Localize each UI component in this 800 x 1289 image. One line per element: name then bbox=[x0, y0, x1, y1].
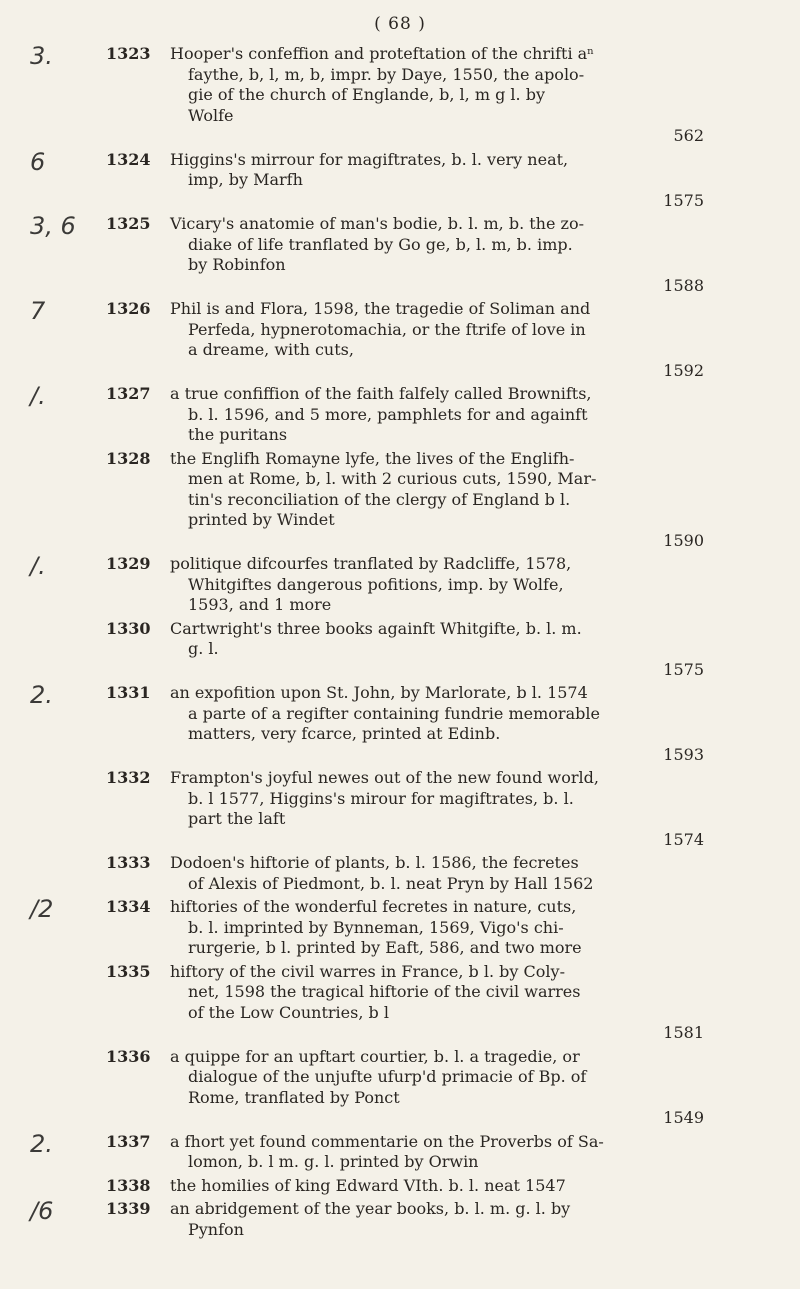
entry-line: the homilies of king Edward VIth. b. l. neat 1547 bbox=[170, 1175, 566, 1195]
entry-text bbox=[170, 619, 710, 681]
entry-line: the Englifh Romayne lyfe, the lives of the Englifh- bbox=[170, 448, 575, 468]
entry-text bbox=[170, 683, 710, 765]
entry-line: tin's reconciliation of the clergy of England b l. bbox=[188, 489, 571, 509]
lot-number: 1325 bbox=[106, 214, 151, 233]
entry-line: by Robinfon bbox=[188, 255, 286, 274]
entry-line: 1574 bbox=[663, 829, 704, 849]
entry-line: 1593, and 1 more bbox=[188, 595, 332, 614]
catalogue-entry bbox=[0, 619, 800, 681]
entry-line: 1593 bbox=[663, 744, 704, 764]
entry-text bbox=[170, 554, 710, 616]
catalogue-entry bbox=[0, 1047, 800, 1129]
entry-line: Higgins's mirrour for magiftrates, b. l. very neat, bbox=[170, 149, 569, 169]
entry-line: 1575 bbox=[663, 190, 704, 210]
catalogue-entry bbox=[0, 299, 800, 381]
entry-line: hiftories of the wonderful fecretes in nature, cuts, bbox=[170, 897, 577, 916]
catalogue-entry bbox=[0, 449, 800, 552]
entry-line: Cartwright's three books againft Whitgifte, b. l. m. bbox=[170, 618, 582, 638]
handwritten-mark: 6 bbox=[30, 147, 46, 176]
entry-line: of the Low Countries, b l bbox=[188, 1002, 389, 1022]
entry-line: Whitgiftes dangerous pofitions, imp. by Wolfe, bbox=[188, 574, 564, 594]
lot-number: 1324 bbox=[106, 149, 151, 169]
entry-line: a fhort yet found commentarie on the Proverbs of Sa- bbox=[170, 1131, 604, 1151]
catalogue-entry bbox=[0, 1176, 800, 1197]
entry-line: 1549 bbox=[663, 1108, 704, 1127]
entry-line: an expofition upon St. John, by Marlorate, b l. 1574 bbox=[170, 683, 588, 702]
entry-line: g. l. bbox=[188, 639, 219, 658]
lot-number: 1335 bbox=[106, 961, 151, 981]
handwritten-mark: /. bbox=[30, 552, 46, 580]
catalogue-entry bbox=[0, 1199, 800, 1240]
entry-text bbox=[170, 853, 710, 894]
handwritten-mark: /6 bbox=[30, 1197, 54, 1225]
handwritten-mark: 2. bbox=[30, 681, 53, 709]
entry-line: lomon, b. l m. g. l. printed by Orwin bbox=[188, 1152, 479, 1171]
entry-text bbox=[170, 1047, 710, 1129]
entry-line: Pynfon bbox=[188, 1219, 244, 1239]
entry-line: printed by Windet bbox=[188, 510, 335, 529]
catalogue-entry bbox=[0, 214, 800, 296]
lot-number: 1338 bbox=[106, 1175, 151, 1195]
handwritten-mark: 3, 6 bbox=[30, 212, 76, 240]
catalogue-entry bbox=[0, 384, 800, 446]
lot-number: 1336 bbox=[106, 1046, 151, 1066]
entry-line: an abridgement of the year books, b. l. m. g. l. by bbox=[170, 1199, 571, 1218]
entry-line: b. l. imprinted by Bynneman, 1569, Vigo's chi- bbox=[188, 917, 564, 937]
entry-text bbox=[170, 962, 710, 1044]
entry-line: a parte of a regifter containing fundrie memorable bbox=[188, 703, 600, 723]
entry-line: men at Rome, b, l. with 2 curious cuts, 1590, Mar- bbox=[188, 469, 597, 488]
entry-line: Phil is and Flora, 1598, the tragedie of Soliman and bbox=[170, 299, 591, 318]
page-number: ( 68 ) bbox=[374, 14, 426, 34]
entry-line: 1590 bbox=[663, 530, 704, 550]
entry-line: Perfeda, hypnerotomachia, or the ftrife of love in bbox=[188, 319, 586, 339]
lot-number: 1329 bbox=[106, 554, 151, 573]
entry-text bbox=[170, 150, 710, 212]
entry-line: matters, very fcarce, printed at Edinb. bbox=[188, 724, 501, 743]
entry-line: 1592 bbox=[663, 360, 704, 380]
entry-text bbox=[170, 299, 710, 381]
entry-text bbox=[170, 44, 710, 147]
catalogue-entry bbox=[0, 44, 800, 147]
catalogue-entry bbox=[0, 768, 800, 850]
lot-number: 1323 bbox=[106, 44, 151, 63]
entry-line: part the laft bbox=[188, 809, 286, 828]
entry-line: gie of the church of Englande, b, l, m g l. by bbox=[188, 85, 545, 104]
entry-line: of Alexis of Piedmont, b. l. neat Pryn by Hall 1562 bbox=[188, 873, 594, 893]
catalogue-entry bbox=[0, 1129, 800, 1173]
entry-line: rurgerie, b l. printed by Eaft, 586, and two more bbox=[188, 938, 582, 957]
entry-line: b. l. 1596, and 5 more, pamphlets for and againft bbox=[188, 404, 588, 424]
entry-line: the puritans bbox=[188, 425, 288, 444]
entry-line: 1588 bbox=[663, 275, 704, 295]
entry-line: hiftory of the civil warres in France, b l. by Coly- bbox=[170, 961, 565, 981]
entry-line: 1581 bbox=[663, 1023, 704, 1042]
catalogue-entry bbox=[0, 962, 800, 1044]
lot-number: 1334 bbox=[106, 897, 151, 916]
entry-line: dialogue of the unjufte ufurp'd primacie of Bp. of bbox=[188, 1067, 587, 1086]
entry-line: b. l 1577, Higgins's mirour for magiftrates, b. l. bbox=[188, 788, 574, 808]
entry-line: Vicary's anatomie of man's bodie, b. l. m, b. the zo- bbox=[170, 214, 585, 233]
entry-line: a dreame, with cuts, bbox=[188, 340, 354, 359]
handwritten-mark: /2 bbox=[30, 895, 54, 923]
handwritten-mark: 7 bbox=[30, 297, 46, 325]
lot-number: 1331 bbox=[106, 683, 151, 702]
entry-text bbox=[170, 214, 710, 296]
entry-line: Wolfe bbox=[188, 105, 234, 125]
entry-text bbox=[170, 449, 710, 552]
entry-line: a true confiffion of the faith falfely called Brownifts, bbox=[170, 384, 592, 403]
handwritten-mark: 3. bbox=[30, 42, 53, 70]
catalogue-entry bbox=[0, 554, 800, 616]
entry-line: Frampton's joyful newes out of the new found world, bbox=[170, 768, 599, 787]
entry-list bbox=[0, 44, 800, 1243]
entry-line: diake of life tranflated by Go ge, b, l. m, b. imp. bbox=[188, 234, 573, 254]
lot-number: 1339 bbox=[106, 1199, 151, 1218]
entry-text bbox=[170, 384, 710, 446]
lot-number: 1326 bbox=[106, 299, 151, 318]
catalogue-entry bbox=[0, 853, 800, 894]
entry-line: 1575 bbox=[663, 659, 704, 679]
entry-line: politique difcourfes tranflated by Radcliffe, 1578, bbox=[170, 554, 572, 573]
catalogue-entry bbox=[0, 147, 800, 212]
handwritten-mark: 2. bbox=[30, 1129, 53, 1158]
entry-text bbox=[170, 1132, 710, 1173]
entry-text bbox=[170, 1176, 710, 1197]
lot-number: 1330 bbox=[106, 618, 151, 638]
entry-line: 562 bbox=[673, 126, 704, 145]
entry-line: imp, by Marfh bbox=[188, 170, 303, 189]
entry-text bbox=[170, 768, 710, 850]
lot-number: 1332 bbox=[106, 768, 151, 787]
catalogue-entry bbox=[0, 683, 800, 765]
entry-line: Dodoen's hiftorie of plants, b. l. 1586, the fecretes bbox=[170, 853, 579, 872]
entry-text bbox=[170, 897, 710, 959]
entry-line: Hooper's confeffion and proteftation of the chrifti aⁿ bbox=[170, 44, 595, 63]
entry-line: Rome, tranflated by Ponct bbox=[188, 1087, 400, 1107]
entry-line: faythe, b, l, m, b, impr. by Daye, 1550, the apolo- bbox=[188, 64, 585, 84]
catalogue-entry bbox=[0, 897, 800, 959]
handwritten-mark: /. bbox=[30, 382, 46, 410]
entry-line: net, 1598 the tragical hiftorie of the civil warres bbox=[188, 982, 581, 1001]
lot-number: 1328 bbox=[106, 448, 151, 468]
lot-number: 1327 bbox=[106, 384, 151, 403]
entry-text bbox=[170, 1199, 710, 1240]
entry-line: a quippe for an upftart courtier, b. l. a tragedie, or bbox=[170, 1046, 580, 1066]
lot-number: 1333 bbox=[106, 853, 151, 872]
lot-number: 1337 bbox=[106, 1131, 151, 1151]
